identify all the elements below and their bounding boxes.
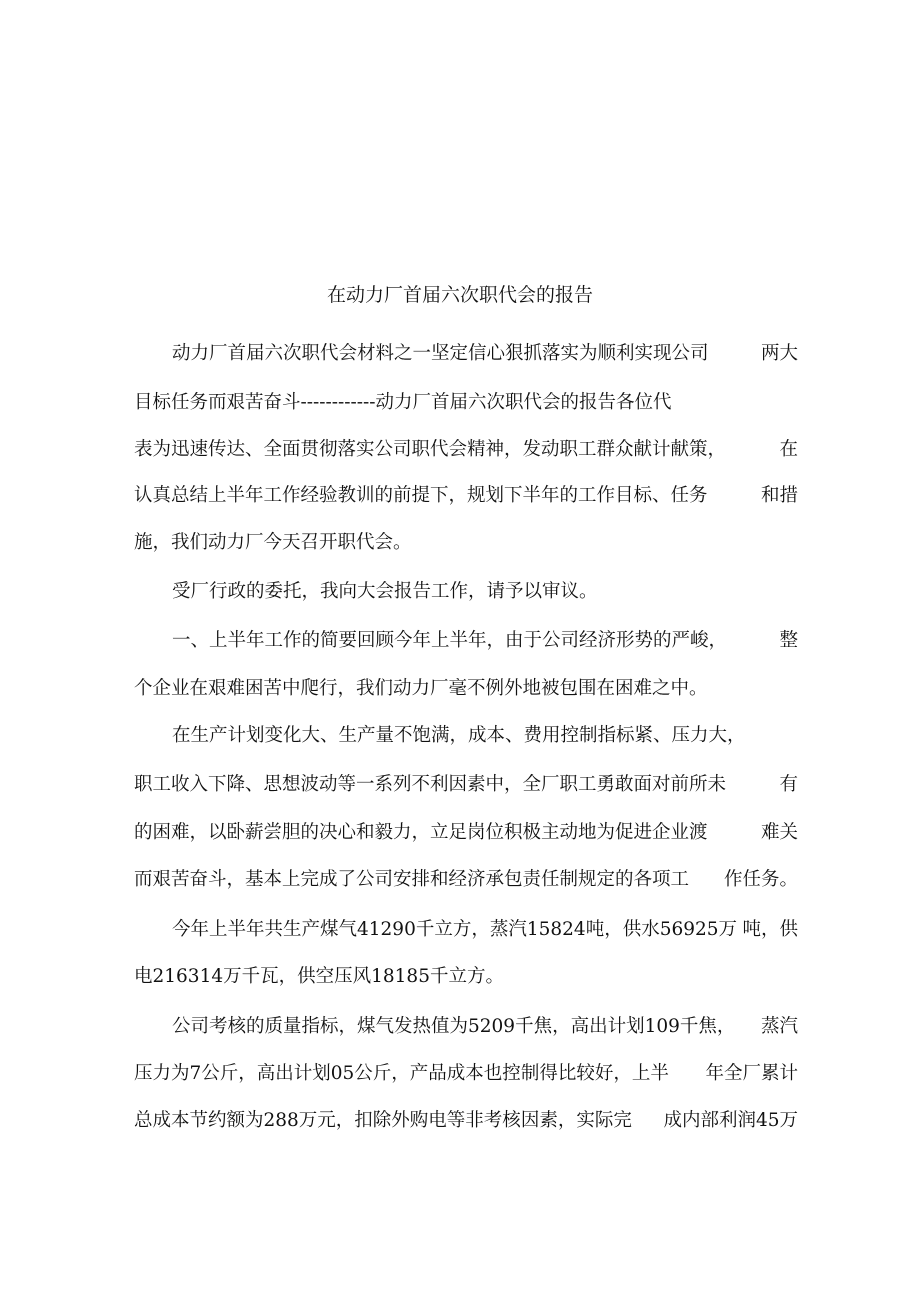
line-text-segment: 受厂行政的委托，我向大会报告工作，请予以审议。 — [172, 581, 598, 602]
paragraph-line — [134, 867, 798, 893]
line-text-segment: 两大 — [760, 343, 798, 364]
paragraph-line — [134, 1108, 798, 1134]
line-text-segment: 个企业在艰难困苦中爬行，我们动力厂毫不例外地被包围在困难之中。 — [134, 678, 708, 699]
line-text-segment: 蒸汽 — [760, 1016, 798, 1037]
line-text-segment: 一、上半年工作的简要回顾今年上半年，由于公司经济形势的严峻， — [172, 630, 728, 651]
line-text-segment: 目标任务而艰苦奋斗------------动力厂首届六次职代会的报告各位代 — [134, 392, 672, 413]
line-text-segment: 和措 — [760, 485, 798, 506]
paragraph-line — [134, 820, 798, 846]
paragraph-line — [134, 390, 798, 416]
line-text-segment: 今年上半年共生产煤气41290千立方，蒸汽15824吨，供水56925万 — [172, 919, 738, 940]
paragraph-line — [134, 579, 798, 605]
line-text-segment: 而艰苦奋斗，基本上完成了公司安排和经济承包责任制规定的各项工 — [134, 869, 690, 890]
line-text-segment: 难关 — [760, 822, 798, 843]
line-text-segment: 表为迅速传达、全面贯彻落实公司职代会精神，发动职工群众献计献策， — [134, 439, 727, 460]
line-text-segment: 作任务。 — [723, 869, 798, 890]
document-title: 在动力厂首届六次职代会的报告 — [326, 284, 593, 306]
line-text-segment: 整 — [779, 630, 798, 651]
line-text-segment: 在 — [779, 439, 798, 460]
line-text-segment: 总成本节约额为288万元，扣除外购电等非考核因素，实际完 — [134, 1110, 632, 1131]
paragraph-line — [134, 964, 798, 990]
paragraph-line — [134, 1014, 798, 1040]
line-text-segment: 的困难，以卧薪尝胆的决心和毅力，立足岗位积极主动地为促进企业渡 — [134, 822, 708, 843]
paragraph-line — [134, 483, 798, 509]
line-text-segment: 年全厂累计 — [705, 1063, 798, 1084]
paragraph-line — [134, 1061, 798, 1087]
line-text-segment: 在生产计划变化大、生产量不饱满，成本、费用控制指标紧、压力大， — [172, 725, 746, 746]
line-text-segment: 吨，供 — [742, 919, 798, 940]
paragraph-line — [134, 341, 798, 367]
line-text-segment: 认真总结上半年工作经验教训的前提下，规划下半年的工作目标、任务 — [134, 485, 708, 506]
line-text-segment: 动力厂首届六次职代会材料之一坚定信心狠抓落实为顺利实现公司 — [172, 343, 709, 364]
paragraph-line — [134, 917, 798, 943]
paragraph-line — [134, 628, 798, 654]
line-text-segment: 压力为7公斤，高出计划05公斤，产品成本也控制得比较好，上半 — [134, 1063, 669, 1084]
line-text-segment: 成内部利润45万 — [663, 1110, 798, 1131]
paragraph-line — [134, 530, 798, 556]
line-text-segment: 电216314万千瓦，供空压风18185千立方。 — [134, 966, 504, 987]
line-text-segment: 职工收入下降、思想波动等一系列不利因素中，全厂职工勇敢面对前所未 — [134, 774, 727, 795]
paragraph-line — [134, 437, 798, 463]
paragraph-line — [134, 723, 798, 749]
paragraph-line — [134, 676, 798, 702]
line-text-segment: 有 — [779, 774, 798, 795]
paragraph-line — [134, 772, 798, 798]
line-text-segment: 施，我们动力厂今天召开职代会。 — [134, 532, 412, 553]
line-text-segment: 公司考核的质量指标，煤气发热值为5209千焦，高出计划109千焦， — [172, 1016, 736, 1037]
